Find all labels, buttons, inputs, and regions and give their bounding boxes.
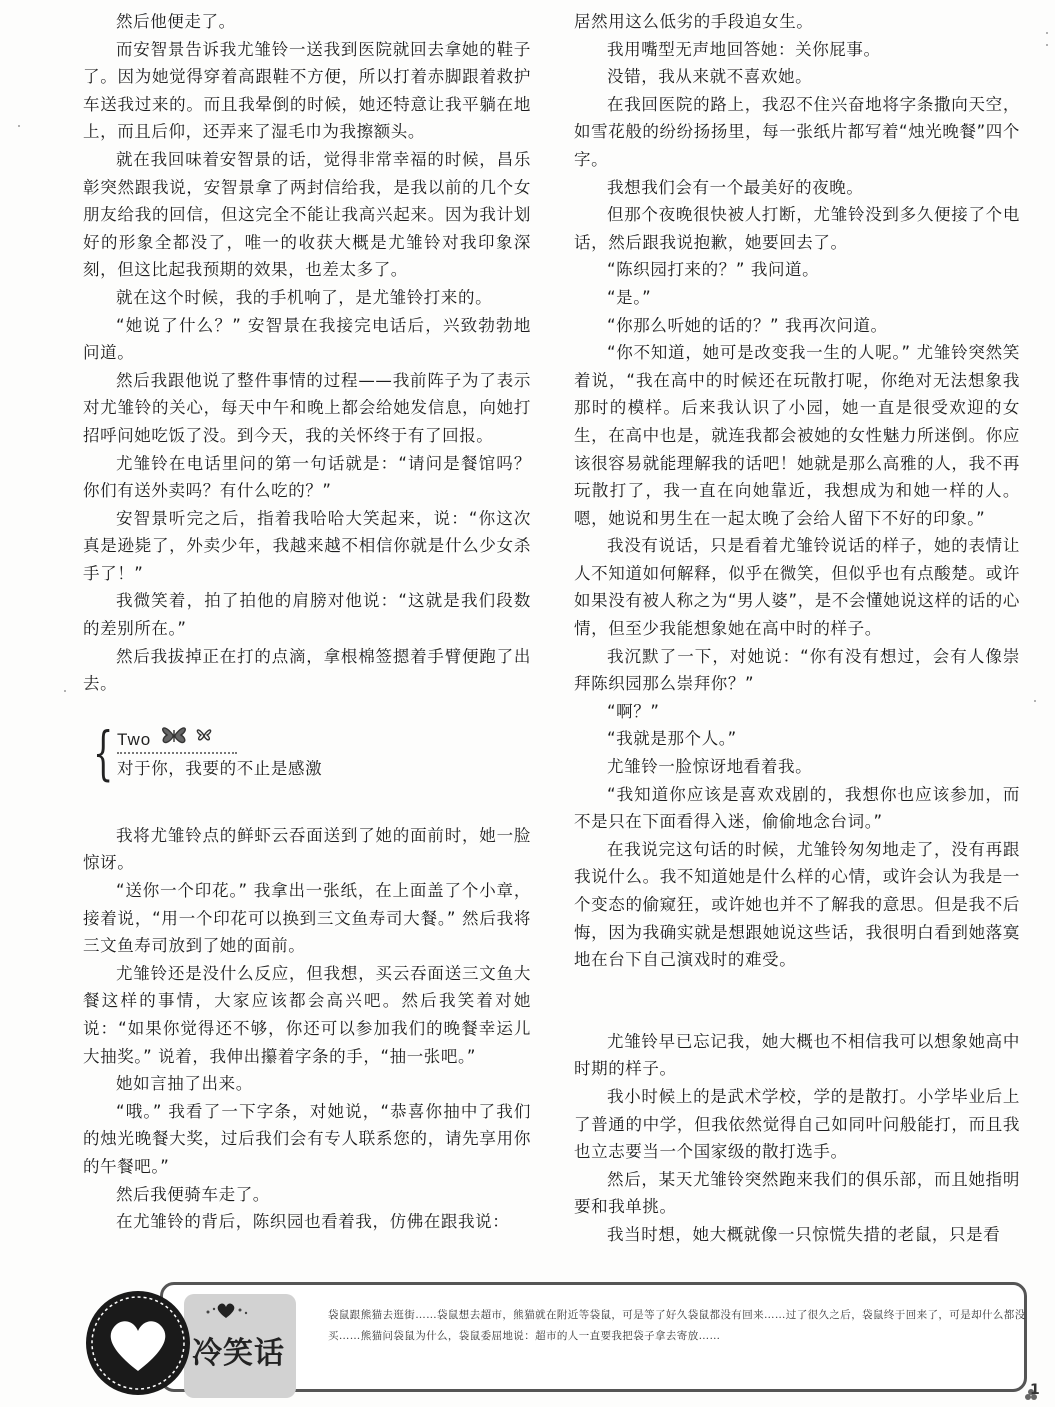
paragraph: 而安智景告诉我尤雏铃一送我到医院就回去拿她的鞋子了。因为她觉得穿着高跟鞋不方便，所以打着赤脚跟着救护车送我过来的。而且我晕倒的时候，她还特意让我平躺在地上，而且后仰，还弄来了湿毛巾为我擦额头。 <box>83 39 531 142</box>
paragraph: “我知道你应该是喜欢戏剧的，我想你也应该参加，而不是只在下面看得入迷，偷偷地念台词。” <box>574 784 1020 832</box>
paragraph: 尤雏铃早已忘记我，她大概也不相信我可以想象她高中时期的样子。 <box>574 1031 1020 1079</box>
dotted-divider <box>117 752 237 754</box>
page-number: 1 <box>1030 1382 1040 1398</box>
paragraph: “陈织园打来的？” 我问道。 <box>607 260 820 280</box>
paragraph: 就在我回味着安智景的话，觉得非常幸福的时候，昌乐彰突然跟我说，安智景拿了两封信给我，是我以前的几个女朋友给我的回信，但这完全不能让我高兴起来。因为我计划好的形象全都没了，唯一的收获大概是尤雏铃对我印象深刻，但这比起我预期的效果，也差太多了。 <box>83 149 531 280</box>
joke-label: 冷笑话 <box>192 1336 285 1371</box>
paragraph: 然后他便走了。 <box>116 12 236 31</box>
paragraph: “哦。” 我看了一下字条，对她说，“恭喜你抽中了我们的烛光晚餐大奖，过后我们会有专人联系您的，请先享用你的午餐吧。” <box>83 1101 531 1176</box>
paragraph: 尤雏铃还是没什么反应，但我想，买云吞面送三文鱼大餐这样的事情，大家应该都会高兴吧。然后我笑着对她说：“如果你觉得还不够，你还可以参加我们的晚餐幸运儿大抽奖。” 说着，我伸出攥着字条的手，“抽一张吧。” <box>83 963 531 1066</box>
paragraph: “我就是那个人。” <box>607 729 737 749</box>
paragraph: 我将尤雏铃点的鲜虾云吞面送到了她的面前时，她一脸惊讶。 <box>83 825 531 873</box>
paragraph: 我小时候上的是武术学校，学的是散打。小学毕业后上了普通的中学，但我依然觉得自己如同叶问般能打，而且我也立志要当一个国家级的散打选手。 <box>574 1086 1020 1162</box>
paragraph: 尤雏铃在电话里问的第一句话就是：“请问是餐馆吗？你们有送外卖吗？有什么吃的？” <box>83 453 531 501</box>
paragraph: 在我说完这句话的时候，尤雏铃匆匆地走了，没有再跟我说什么。我不知道她是什么样的心情，或许会认为我是一个变态的偷窥狂，或许她也并不了解我的意思。但是我不后悔，因为我确实就是想跟她说这些话，我很明白看到她落寞地在台下自己演戏时的难受。 <box>574 839 1020 970</box>
paragraph: 没错，我从来就不喜欢她。 <box>607 67 813 87</box>
scene-break <box>574 974 1020 1001</box>
paragraph: “你那么听她的话的？” 我再次问道。 <box>607 315 888 335</box>
paragraph: 尤雏铃一脸惊讶地看着我。 <box>607 757 813 777</box>
heart-badge-icon <box>82 1287 194 1399</box>
paragraph: 安智景听完之后，指着我哈哈大笑起来，说：“你这次真是逊毙了，外卖少年，我越来越不相信你就是什么少女杀手了！” <box>83 508 531 583</box>
scan-speck <box>64 690 66 692</box>
paragraph: 我用嘴型无声地回答她：关你屁事。 <box>607 39 881 59</box>
paragraph: “啊？” <box>607 701 660 721</box>
scan-speck <box>1046 32 1048 34</box>
paragraph: “她说了什么？” 安智景在我接完电话后，兴致勃勃地问道。 <box>83 315 531 363</box>
paragraph: 但那个夜晚很快被人打断，尤雏铃没到多久便接了个电话，然后跟我说抱歉，她要回去了。 <box>574 205 1020 252</box>
paragraph: 她如言抽了出来。 <box>116 1074 253 1094</box>
brace-ornament: { <box>93 718 114 787</box>
paragraph: 我沉默了一下，对她说：“你有没有想过，会有人像崇拜陈织园那么崇拜你？” <box>574 646 1020 694</box>
paragraph: 我想我们会有一个最美好的夜晚。 <box>607 177 864 197</box>
scan-speck <box>1046 44 1048 46</box>
paragraph: 然后我跟他说了整件事情的过程——我前阵子为了表示对尤雏铃的关心，每天中午和晚上都会给她发信息，向她打招呼问她吃饭了没。到今天，我的关怀终于有了回报。 <box>83 370 531 445</box>
small-hearts-icon <box>196 1300 256 1322</box>
scan-speck <box>18 125 20 127</box>
scan-speck <box>1034 700 1036 702</box>
paragraph: 在我回医院的路上，我忍不住兴奋地将字条撒向天空，如雪花般的纷纷扬扬里，每一张纸片都写着“烛光晚餐”四个字。 <box>574 94 1020 169</box>
butterfly-icon <box>159 720 229 750</box>
paragraph: “送你一个印花。” 我拿出一张纸，在上面盖了个小章，接着说，“用一个印花可以换到三文鱼寿司大餐。” 然后我将三文鱼寿司放到了她的面前。 <box>83 881 531 956</box>
paragraph: 然后我便骑车走了。 <box>116 1184 270 1204</box>
section-heading <box>83 720 531 800</box>
paragraph: 然后我拔掉正在打的点滴，拿根棉签摁着手臂便跑了出去。 <box>83 646 531 694</box>
left-column <box>83 8 531 1236</box>
paragraph: 然后，某天尤雏铃突然跑来我们的俱乐部，而且她指明要和我单挑。 <box>574 1169 1020 1217</box>
right-column <box>574 8 1020 1249</box>
paragraph-continuation: 居然用这么低劣的手段追女生。 <box>574 12 814 31</box>
paragraph: 我微笑着，拍了拍他的肩膀对他说：“这就是我们段数的差别所在。” <box>83 591 531 639</box>
section-number: Two <box>117 729 152 749</box>
paragraph: 就在这个时候，我的手机响了，是尤雏铃打来的。 <box>116 287 493 307</box>
paragraph: 我当时想，她大概就像一只惊慌失措的老鼠，只是看 <box>607 1224 1001 1244</box>
scene-break <box>574 1001 1020 1028</box>
joke-text: 袋鼠跟熊猫去逛街……袋鼠想去超市，熊猫就在附近等袋鼠，可是等了好久袋鼠都没有回来……过了很久之后，袋鼠终于回来了，可是却什么都没买……熊猫问袋鼠为什么，袋鼠委屈地说：超市的人一直要我把袋子拿去寄放…… <box>328 1309 1026 1342</box>
section-title: 对于你，我要的不止是感激 <box>117 758 323 778</box>
paragraph: 在尤雏铃的背后，陈织园也看着我，仿佛在跟我说： <box>116 1212 510 1232</box>
paragraph: 我没有说话，只是看着尤雏铃说话的样子，她的表情让人不知道如何解释，似乎在微笑，但似乎也有点酸楚。或许如果没有被人称之为“男人婆”，是不会懂她说这样的话的心情，但至少我能想象她在高中时的样子。 <box>574 536 1020 639</box>
paragraph: “是。” <box>607 287 652 307</box>
paragraph: “你不知道，她可是改变我一生的人呢。” 尤雏铃突然笑着说，“我在高中的时候还在玩散打呢，你绝对无法想象我那时的模样。后来我认识了小园，她一直是很受欢迎的女生，在高中也是，就连我都会被她的女性魅力所迷倒。你应该很容易就能理解我的话吧！她就是那么高雅的人，我不再玩散打了，我一直在向她靠近，我想成为和她一样的人。嗯，她说和男生在一起太晚了会给人留下不好的印象。” <box>574 343 1020 528</box>
